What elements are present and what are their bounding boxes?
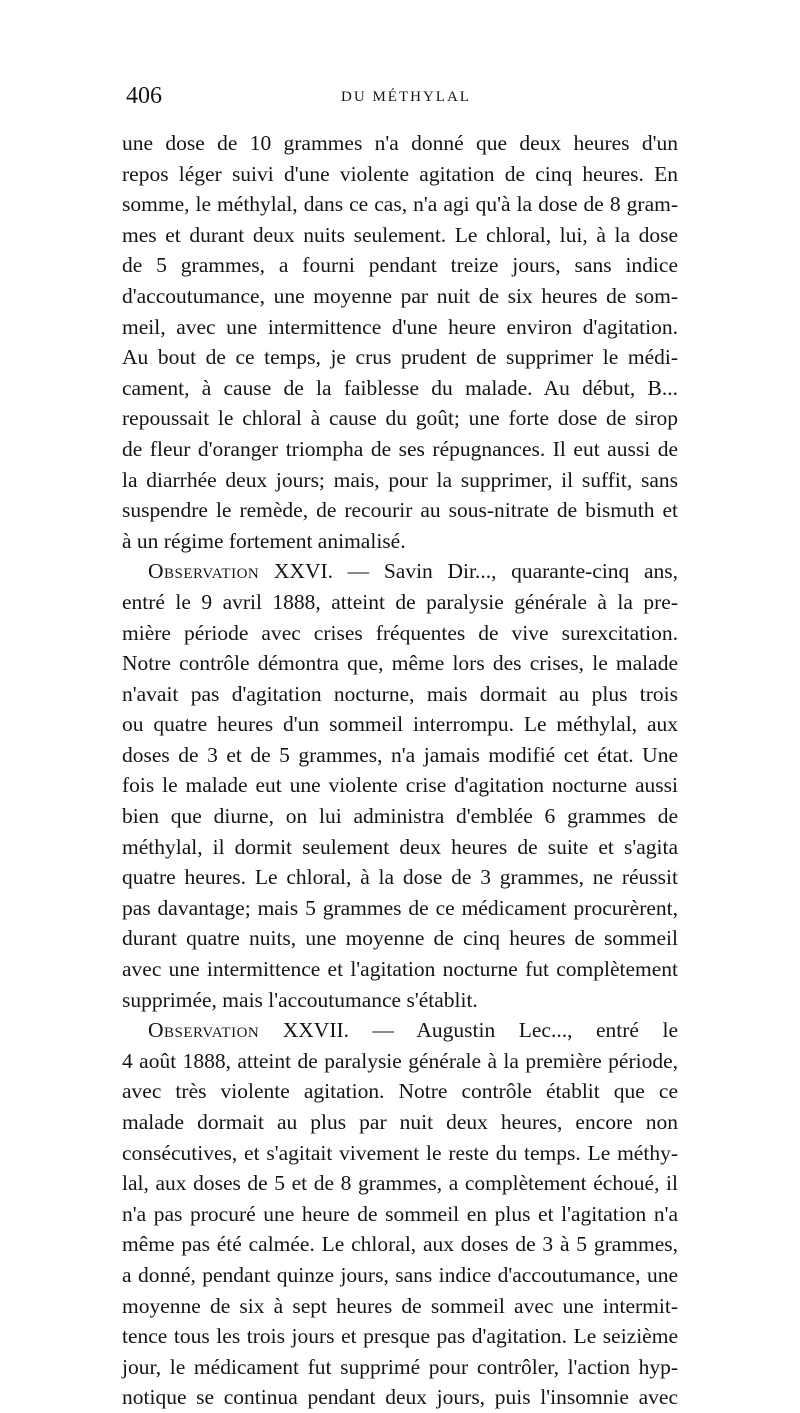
text-line: la diarrhée deux jours; mais, pour la supprimer, il suffit, sans <box>122 467 678 492</box>
text-line: quatre heures. Le chloral, à la dose de 3 grammes, ne réussit <box>122 865 678 890</box>
observation-heading-line <box>122 1015 678 1046</box>
observation-text: XXVII. — Augustin Lec..., entré le <box>259 1018 678 1043</box>
observation-label: Observation <box>148 559 260 584</box>
running-title: DU MÉTHYLAL <box>341 89 471 105</box>
observation-text: XXVI. — Savin Dir..., quarante-cinq ans, <box>259 559 678 584</box>
text-line: fois le malade eut une violente crise d'agitation nocturne aussi <box>122 773 678 798</box>
text-line: Notre contrôle démontra que, même lors des crises, le malade <box>122 651 678 676</box>
text-line: avec une intermittence et l'agitation nocturne fut complètement <box>122 957 678 982</box>
text-line: n'a pas procuré une heure de sommeil en plus et l'agitation n'a <box>122 1201 678 1226</box>
text-line: repoussait le chloral à cause du goût; une forte dose de sirop <box>122 406 678 431</box>
text-line: a donné, pendant quinze jours, sans indice d'accoutumance, une <box>122 1262 678 1287</box>
body-text <box>122 128 678 1413</box>
text-line: notique se continua pendant deux jours, puis l'insomnie avec <box>122 1385 678 1410</box>
page-number: 406 <box>126 83 162 109</box>
text-line: durant quatre nuits, une moyenne de cinq heures de sommeil <box>122 926 678 951</box>
text-line: même pas été calmée. Le chloral, aux doses de 3 à 5 grammes, <box>122 1232 678 1257</box>
text-line: à un régime fortement animalisé. <box>122 528 406 553</box>
text-line: lal, aux doses de 5 et de 8 grammes, a complètement échoué, il <box>122 1171 678 1196</box>
text-line: malade dormait au plus par nuit deux heures, encore non <box>122 1110 678 1134</box>
text-line: moyenne de six à sept heures de sommeil avec une intermit- <box>122 1293 678 1318</box>
text-line: de fleur d'oranger triompha de ses répugnances. Il eut aussi de <box>122 436 678 461</box>
text-line: supprimée, mais l'accoutumance s'établit. <box>122 987 478 1012</box>
text-line: bien que diurne, on lui administra d'emblée 6 grammes de <box>122 804 678 829</box>
text-line: meil, avec une intermittence d'une heure environ d'agitation. <box>122 314 678 339</box>
text-line: pas davantage; mais 5 grammes de ce médicament procurèrent, <box>122 895 678 920</box>
text-line: consécutives, et s'agitait vivement le reste du temps. Le méthy- <box>122 1140 678 1165</box>
text-line: n'avait pas d'agitation nocturne, mais dormait au plus trois <box>122 681 678 706</box>
text-line: avec très violente agitation. Notre contrôle établit que ce <box>122 1079 678 1104</box>
text-line: 4 août 1888, atteint de paralysie générale à la première période, <box>122 1048 678 1073</box>
text-line: tence tous les trois jours et presque pas d'agitation. Le seizième <box>122 1324 678 1349</box>
text-line: cament, à cause de la faiblesse du malade. Au début, B... <box>122 375 678 400</box>
text-line: jour, le médicament fut supprimé pour contrôler, l'action hyp- <box>122 1354 678 1379</box>
text-line: de 5 grammes, a fourni pendant treize jours, sans indice <box>122 253 678 278</box>
text-line: entré le 9 avril 1888, atteint de paralysie générale à la pre- <box>122 589 678 614</box>
text-line: doses de 3 et de 5 grammes, n'a jamais modifié cet état. Une <box>122 742 678 767</box>
text-line: mière période avec crises fréquentes de vive surexcitation. <box>122 620 678 645</box>
text-line: repos léger suivi d'une violente agitation de cinq heures. En <box>122 161 678 186</box>
text-line: d'accoutumance, une moyenne par nuit de six heures de som- <box>122 283 678 308</box>
observation-label: Observation <box>148 1018 260 1043</box>
text-line: méthylal, il dormit seulement deux heures de suite et s'agita <box>122 834 678 859</box>
text-line: suspendre le remède, de recourir au sous-nitrate de bismuth et <box>122 498 678 523</box>
observation-heading-line <box>122 556 678 587</box>
text-line: mes et durant deux nuits seulement. Le chloral, lui, à la dose <box>122 222 678 247</box>
text-line: Au bout de ce temps, je crus prudent de supprimer le médi- <box>122 345 678 370</box>
text-line: somme, le méthylal, dans ce cas, n'a agi qu'à la dose de 8 gram- <box>122 192 678 217</box>
page-header <box>126 78 686 114</box>
text-line: ou quatre heures d'un sommeil interrompu. Le méthylal, aux <box>122 712 678 737</box>
text-line: une dose de 10 grammes n'a donné que deux heures d'un <box>122 131 678 155</box>
